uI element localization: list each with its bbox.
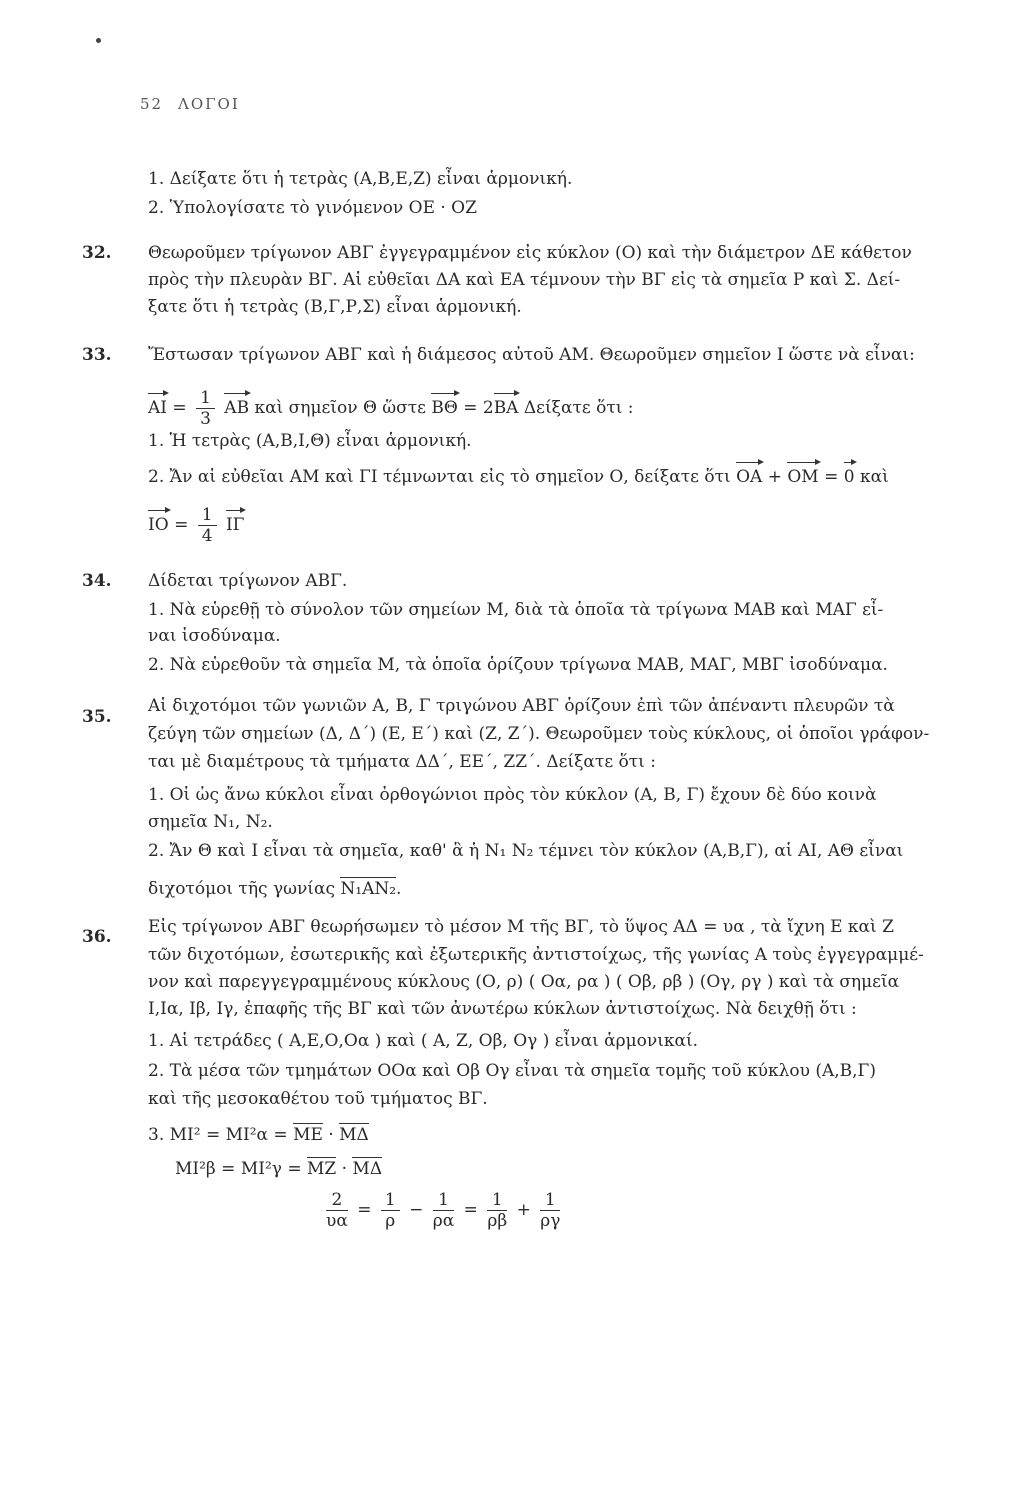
p32-line-3: ξατε ὅτι ἡ τετρὰς (Β,Γ,Ρ,Σ) εἶναι ἁρμονική. bbox=[148, 297, 522, 317]
p33-item-1: 1. Ἡ τετρὰς (Α,Β,Ι,Θ) εἶναι ἁρμονική. bbox=[148, 431, 472, 451]
segment-md: ΜΔ bbox=[352, 1159, 383, 1179]
equals-sign: = bbox=[172, 398, 187, 418]
equals-sign: = bbox=[357, 1200, 372, 1220]
vector-ig: ΙΓ bbox=[225, 515, 245, 535]
fraction-numerator: 1 bbox=[198, 505, 217, 526]
zero-vector: 0 bbox=[843, 467, 855, 487]
p33-eq1-middle: καὶ σημεῖον Θ ὥστε bbox=[254, 398, 426, 418]
fraction-denominator: υα bbox=[326, 1211, 348, 1231]
product-dot: · bbox=[341, 1159, 347, 1179]
equals-two: = 2 bbox=[463, 398, 494, 418]
fraction-numerator: 1 bbox=[540, 1190, 560, 1211]
fraction-1-over-rg bbox=[540, 1190, 560, 1231]
fraction-numerator: 1 bbox=[433, 1190, 454, 1211]
exercise-number-33: 33. bbox=[82, 345, 112, 365]
p35-line-4: 1. Οἱ ὡς ἄνω κύκλοι εἶναι ὀρθογώνιοι πρὸς τὸν κύκλον (Α, Β, Γ) ἔχουν δὲ δύο κοινὰ bbox=[148, 785, 877, 805]
plus-sign: + bbox=[516, 1200, 531, 1220]
p35-line-2: ζεύγη τῶν σημείων (Δ, Δ΄) (Ε, Ε΄) καὶ (Ζ, Ζ΄). Θεωροῦμεν τοὺς κύκλους, οἱ ὁποῖοι γράφον- bbox=[148, 724, 930, 744]
exercise-number-35: 35. bbox=[82, 707, 112, 727]
page-number: 52 bbox=[140, 95, 164, 113]
p35-line-1: Αἱ διχοτόμοι τῶν γωνιῶν Α, Β, Γ τριγώνου ΑΒΓ ὁρίζουν ἐπὶ τῶν ἀπέναντι πλευρῶν τὰ bbox=[148, 696, 895, 716]
p36-formula-3 bbox=[148, 1124, 369, 1146]
p32-line-2: πρὸς τὴν πλευρὰν ΒΓ. Αἱ εὐθεῖαι ΔΑ καὶ ΕΑ τέμνουν τὴν ΒΓ εἰς τὰ σημεῖα Ρ καὶ Σ. Δεί- bbox=[148, 270, 901, 290]
fraction-2-over-ua bbox=[326, 1190, 348, 1231]
p36-line-6: 2. Τὰ μέσα τῶν τμημάτων ΟΟα καὶ Οβ Ογ εἶναι τὰ σημεῖα τομῆς τοῦ κύκλου (Α,Β,Γ) bbox=[148, 1061, 876, 1081]
equals-sign: = bbox=[174, 515, 189, 535]
p33-item-2 bbox=[148, 466, 889, 488]
p36-line-7: καὶ τῆς μεσοκαθέτου τοῦ τμήματος ΒΓ. bbox=[148, 1089, 488, 1109]
vector-ai: ΑΙ bbox=[148, 398, 167, 418]
p36-line-3: νον καὶ παρεγγεγραμμένους κύκλους (Ο, ρ) ( Οα, ρα ) ( Οβ, ρβ ) (Ογ, ργ ) καὶ τὰ σημεῖα bbox=[148, 972, 900, 992]
fraction-one-quarter bbox=[198, 505, 217, 546]
fraction-numerator: 1 bbox=[196, 388, 215, 409]
p32-line-1: Θεωροῦμεν τρίγωνον ΑΒΓ ἐγγεγραμμένον εἰς κύκλον (Ο) καὶ τὴν διάμετρον ΔΕ κάθετον bbox=[148, 243, 912, 263]
p34-line-4: 2. Νὰ εὑρεθοῦν τὰ σημεῖα Μ, τὰ ὁποῖα ὁρίζουν τρίγωνα ΜΑΒ, ΜΑΓ, ΜΒΓ ἰσοδύναμα. bbox=[148, 655, 888, 675]
top-item-1: 1. Δείξατε ὅτι ἡ τετρὰς (Α,Β,Ε,Ζ) εἶναι ἁρμονική. bbox=[148, 169, 573, 189]
p36-formula-5 bbox=[322, 1190, 564, 1231]
p33-line-1: Ἔστωσαν τρίγωνον ΑΒΓ καὶ ἡ διάμεσος αὐτοῦ ΑΜ. Θεωροῦμεν σημεῖον Ι ὥστε νὰ εἶναι: bbox=[148, 345, 915, 365]
fraction-1-over-r bbox=[381, 1190, 400, 1231]
fraction-denominator: 4 bbox=[201, 526, 213, 546]
running-title: ΛΟΓΟΙ bbox=[178, 95, 240, 113]
fraction-one-third bbox=[196, 388, 215, 429]
segment-me: ΜΕ bbox=[293, 1125, 323, 1145]
p35-line-7 bbox=[148, 878, 401, 900]
vector-om: ΟΜ bbox=[787, 467, 819, 487]
p36-line-5: 1. Αἱ τετράδες ( Α,Ε,Ο,Οα ) καὶ ( Α, Ζ, Οβ, Ογ ) εἶναι ἁρμονικαί. bbox=[148, 1031, 699, 1051]
period: . bbox=[396, 879, 402, 899]
equals-sign: = bbox=[824, 467, 839, 487]
top-item-2: 2. Ὑπολογίσατε τὸ γινόμενον ΟΕ · ΟΖ bbox=[148, 198, 477, 218]
p35-last-text: διχοτόμοι τῆς γωνίας bbox=[148, 879, 335, 899]
p36-line-1: Εἰς τρίγωνον ΑΒΓ θεωρήσωμεν τὸ μέσον Μ τῆς ΒΓ, τὸ ὕψος ΑΔ = υα , τὰ ἴχνη Ε καὶ Ζ bbox=[148, 917, 894, 937]
fraction-denominator: ρβ bbox=[487, 1211, 508, 1231]
exercise-number-36: 36. bbox=[82, 927, 112, 947]
plus-sign: + bbox=[767, 467, 782, 487]
vector-ba: ΒΑ bbox=[493, 398, 519, 418]
p34-line-2: 1. Νὰ εὑρεθῇ τὸ σύνολον τῶν σημείων Μ, διὰ τὰ ὁποῖα τὰ τρίγωνα ΜΑΒ καὶ ΜΑΓ εἶ- bbox=[148, 600, 884, 620]
p35-line-6: 2. Ἄν Θ καὶ Ι εἶναι τὰ σημεῖα, καθ' ἃ ἡ Ν₁ Ν₂ τέμνει τὸν κύκλον (Α,Β,Γ), αἱ ΑΙ, ΑΘ εἶναι bbox=[148, 841, 904, 861]
segment-mz: ΜΖ bbox=[306, 1159, 337, 1179]
p33-equation-1 bbox=[148, 388, 634, 429]
vector-io: ΙΟ bbox=[148, 515, 169, 535]
p36-line-2: τῶν διχοτόμων, ἐσωτερικῆς καὶ ἐξωτερικῆς ἀντιστοίχως, τῆς γωνίας Α τοὺς ἐγγεγραμμέ- bbox=[148, 945, 924, 965]
exercise-number-32: 32. bbox=[82, 243, 112, 263]
product-dot: · bbox=[328, 1125, 334, 1145]
fraction-denominator: 3 bbox=[200, 409, 211, 429]
p36-line-4: Ι,Ια, Ιβ, Ιγ, ἐπαφῆς τῆς ΒΓ καὶ τῶν ἀνωτέρω κύκλων ἀντιστοίχως. Νὰ δειχθῇ ὅτι : bbox=[148, 999, 857, 1019]
p35-line-3: ται μὲ διαμέτρους τὰ τμήματα ΔΔ΄, ΕΕ΄, ΖΖ΄. Δείξατε ὅτι : bbox=[148, 752, 656, 772]
vector-oa: ΟΑ bbox=[736, 467, 763, 487]
formula-4-label: ΜΙ²β = ΜΙ²γ = bbox=[175, 1159, 302, 1179]
fraction-numerator: 1 bbox=[381, 1190, 400, 1211]
equals-sign: = bbox=[463, 1200, 478, 1220]
p33-item-2-text: 2. Ἄν αἱ εὐθεῖαι ΑΜ καὶ ΓΙ τέμνωνται εἰς τὸ σημεῖον Ο, δείξατε ὅτι bbox=[148, 467, 731, 487]
minus-sign: − bbox=[409, 1200, 424, 1220]
segment-md: ΜΔ bbox=[339, 1125, 369, 1145]
fraction-denominator: ρα bbox=[432, 1211, 455, 1231]
ink-speck bbox=[96, 38, 101, 43]
formula-3-label: 3. ΜΙ² = ΜΙ²α = bbox=[148, 1125, 288, 1145]
p33-equation-2 bbox=[148, 505, 244, 546]
fraction-denominator: ργ bbox=[540, 1211, 561, 1231]
fraction-numerator: 1 bbox=[487, 1190, 507, 1211]
fraction-1-over-ra bbox=[433, 1190, 454, 1231]
fraction-1-over-rb bbox=[487, 1190, 507, 1231]
angle-notation: Ν₁ΑΝ₂ bbox=[340, 879, 397, 899]
fraction-denominator: ρ bbox=[385, 1211, 396, 1231]
vector-bth: ΒΘ bbox=[431, 398, 458, 418]
p33-eq1-end: Δείξατε ὅτι : bbox=[523, 398, 634, 418]
exercise-number-34: 34. bbox=[82, 571, 112, 591]
p36-formula-4 bbox=[175, 1158, 382, 1180]
p35-line-5: σημεῖα Ν₁, Ν₂. bbox=[148, 812, 273, 832]
p34-line-1: Δίδεται τρίγωνον ΑΒΓ. bbox=[148, 571, 348, 591]
vector-ab: ΑΒ bbox=[224, 398, 250, 418]
p34-line-3: ναι ἰσοδύναμα. bbox=[148, 626, 281, 646]
p33-item-2-and: καὶ bbox=[859, 467, 889, 487]
fraction-numerator: 2 bbox=[326, 1190, 348, 1211]
